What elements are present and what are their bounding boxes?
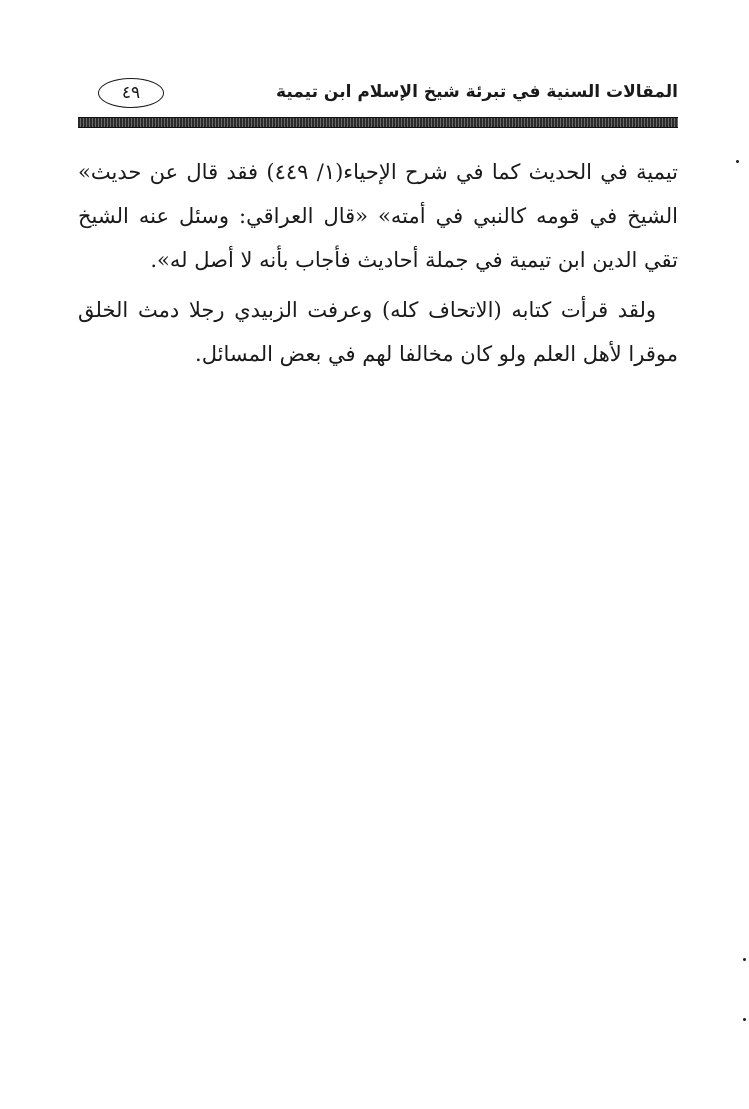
page-header <box>78 76 678 116</box>
paragraph: تيمية في الحديث كما في شرح الإحياء(١/ ٤٤٩) فقد قال عن حديث» الشيخ في قومه كالنبي في أمته» «قال العراقي: وسئل عنه الشيخ تقي الدين ابن تيمية في جملة أحاديث فأجاب بأنه لا أصل له». <box>78 160 679 272</box>
scan-speck <box>743 1018 746 1021</box>
paragraph: ولقد قرأت كتابه (الاتحاف كله) وعرفت الزبيدي رجلا دمث الخلق موقرا لأهل العلم ولو كان مخالفا لهم في بعض المسائل. <box>78 298 678 366</box>
scan-speck <box>736 160 739 163</box>
running-title: المقالات السنية في تبرئة شيخ الإسلام ابن تيمية <box>276 82 678 102</box>
header-rule <box>78 117 678 128</box>
scan-speck <box>743 958 746 961</box>
main-text <box>78 150 678 382</box>
page-number: ٤٩ <box>98 78 164 108</box>
